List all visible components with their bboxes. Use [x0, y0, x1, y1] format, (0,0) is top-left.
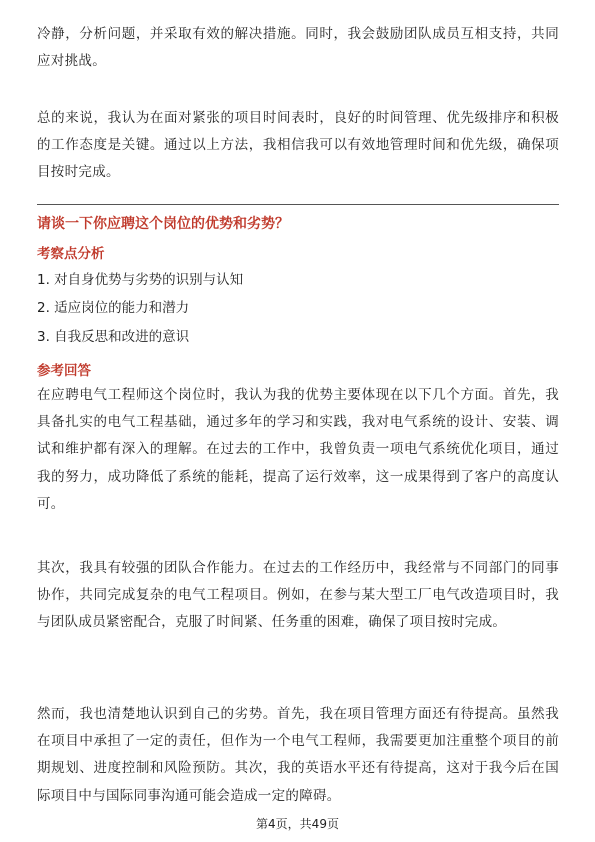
answer-paragraph: 其次，我具有较强的团队合作能力。在过去的工作经历中，我经常与不同部门的同事协作，共同完成复杂的电气工程项目。例如，在参与某大型工厂电气改造项目时，我与团队成员紧密配合，克服了时间紧、任务重的困难，确保了项目按时完成。: [37, 560, 559, 631]
paragraph-summary: 总的来说，我认为在面对紧张的项目时间表时，良好的时间管理、优先级排序和积极的工作态度是关键。通过以上方法，我相信我可以有效地管理时间和优先级，确保项目按时完成。: [37, 110, 559, 181]
page-number-footer: 第4页，共49页: [256, 817, 339, 831]
interview-question: 请谈一下你应聘这个岗位的优势和劣势？: [37, 216, 289, 232]
section-divider: [37, 204, 559, 205]
analysis-item: 2. 适应岗位的能力和潜力: [37, 300, 190, 316]
answer-heading: 参考回答: [37, 363, 91, 379]
analysis-item: 3. 自我反思和改进的意识: [37, 329, 190, 345]
answer-paragraph: 然而，我也清楚地认识到自己的劣势。首先，我在项目管理方面还有待提高。虽然我在项目中承担了一定的责任，但作为一个电气工程师，我需要更加注重整个项目的前期规划、进度控制和风险预防。其次，我的英语水平还有待提高，这对于我今后在国际项目中与国际同事沟通可能会造成一定的障碍。: [37, 706, 559, 804]
analysis-heading: 考察点分析: [37, 246, 105, 262]
paragraph-continuation: 冷静，分析问题，并采取有效的解决措施。同时，我会鼓励团队成员互相支持，共同应对挑战。: [37, 26, 559, 70]
answer-paragraph: 在应聘电气工程师这个岗位时，我认为我的优势主要体现在以下几个方面。首先，我具备扎实的电气工程基础，通过多年的学习和实践，我对电气系统的设计、安装、调试和维护都有深入的理解。在过去的工作中，我曾负责一项电气系统优化项目，通过我的努力，成功降低了系统的能耗，提高了运行效率，这一成果得到了客户的高度认可。: [37, 387, 559, 512]
analysis-item: 1. 对自身优势与劣势的识别与认知: [37, 272, 244, 288]
